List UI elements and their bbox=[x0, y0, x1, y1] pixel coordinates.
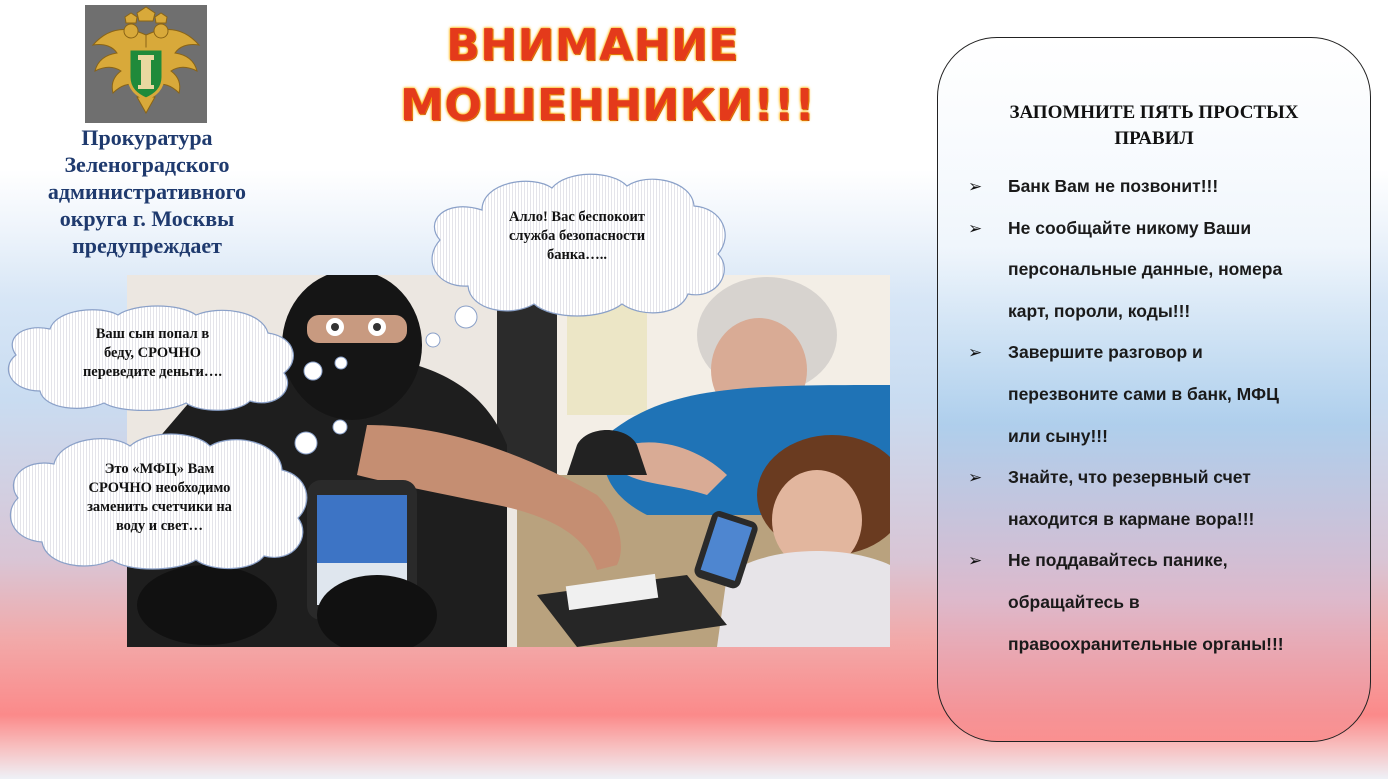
arrowhead-bullet-icon: ➢ bbox=[968, 218, 983, 238]
rule-line: Банк Вам не позвонит!!! bbox=[1008, 176, 1219, 196]
org-line: Зеленоградского bbox=[64, 152, 230, 177]
organization-name bbox=[22, 124, 272, 259]
rule-line: карт, пороли, коды!!! bbox=[1008, 300, 1191, 321]
rule-line: правоохранительные органы!!! bbox=[1008, 633, 1284, 654]
bubble-line: Алло! Вас беспокоит bbox=[508, 209, 646, 225]
rule-item bbox=[968, 166, 1363, 208]
arrowhead-bullet-icon: ➢ bbox=[968, 343, 983, 363]
org-line: Прокуратура bbox=[81, 125, 213, 150]
arrowhead-bullet-icon: ➢ bbox=[968, 551, 983, 571]
bubble-line: Ваш сын попал в bbox=[95, 326, 210, 342]
thought-dots bbox=[290, 415, 360, 465]
rule-item bbox=[968, 540, 1363, 665]
title-line: МОШЕННИКИ!!! bbox=[400, 80, 816, 131]
bubble-line: беду, СРОЧНО bbox=[103, 345, 202, 361]
arrowhead-bullet-icon: ➢ bbox=[968, 468, 983, 488]
rules-title-line: ПРАВИЛ bbox=[1114, 128, 1194, 149]
rule-line: обращайтесь в bbox=[1008, 591, 1140, 612]
bubble-line: воду и свет… bbox=[115, 518, 204, 534]
rule-item bbox=[968, 332, 1363, 457]
bubble-line: СРОЧНО необходимо bbox=[88, 480, 231, 496]
thought-dots bbox=[295, 355, 365, 405]
rule-line: Завершите разговор и bbox=[1008, 342, 1203, 363]
org-line: административного bbox=[47, 179, 247, 204]
speech-bubble-bank bbox=[422, 170, 734, 320]
warning-title bbox=[400, 16, 816, 136]
rule-line: Знайте, что резервный счет bbox=[1008, 467, 1251, 488]
rule-line: или сыну!!! bbox=[1008, 425, 1108, 446]
rule-line: персональные данные, номера bbox=[1008, 259, 1283, 280]
rules-title-line: ЗАПОМНИТЕ ПЯТЬ ПРОСТЫХ bbox=[1009, 102, 1299, 123]
arrowhead-bullet-icon: ➢ bbox=[968, 177, 983, 196]
thought-dots bbox=[420, 300, 480, 350]
rule-line: перезвоните сами в банк, МФЦ bbox=[1008, 383, 1279, 404]
title-line: ВНИМАНИЕ bbox=[446, 20, 739, 71]
rule-line: находится в кармане вора!!! bbox=[1008, 508, 1255, 529]
bubble-line: банка….. bbox=[547, 247, 607, 263]
rules-panel bbox=[937, 37, 1371, 742]
rule-item bbox=[968, 208, 1363, 333]
bubble-line: служба безопасности bbox=[508, 228, 646, 244]
speech-bubble-son bbox=[0, 303, 300, 411]
bubble-line: переведите деньги…. bbox=[82, 364, 223, 380]
bubble-line: заменить счетчики на bbox=[87, 499, 232, 515]
bubble-line: Это «МФЦ» Вам bbox=[104, 461, 215, 477]
rule-line: Не поддавайтесь панике, bbox=[1008, 550, 1228, 571]
speech-bubble-mfc bbox=[2, 430, 314, 572]
rules-list bbox=[968, 166, 1363, 665]
rule-item bbox=[968, 457, 1363, 540]
org-line: предупреждает bbox=[72, 233, 222, 258]
org-line: округа г. Москвы bbox=[59, 206, 235, 231]
rule-line: Не сообщайте никому Ваши bbox=[1008, 217, 1252, 238]
prosecutor-emblem-icon bbox=[85, 5, 207, 123]
rules-title bbox=[938, 100, 1370, 152]
